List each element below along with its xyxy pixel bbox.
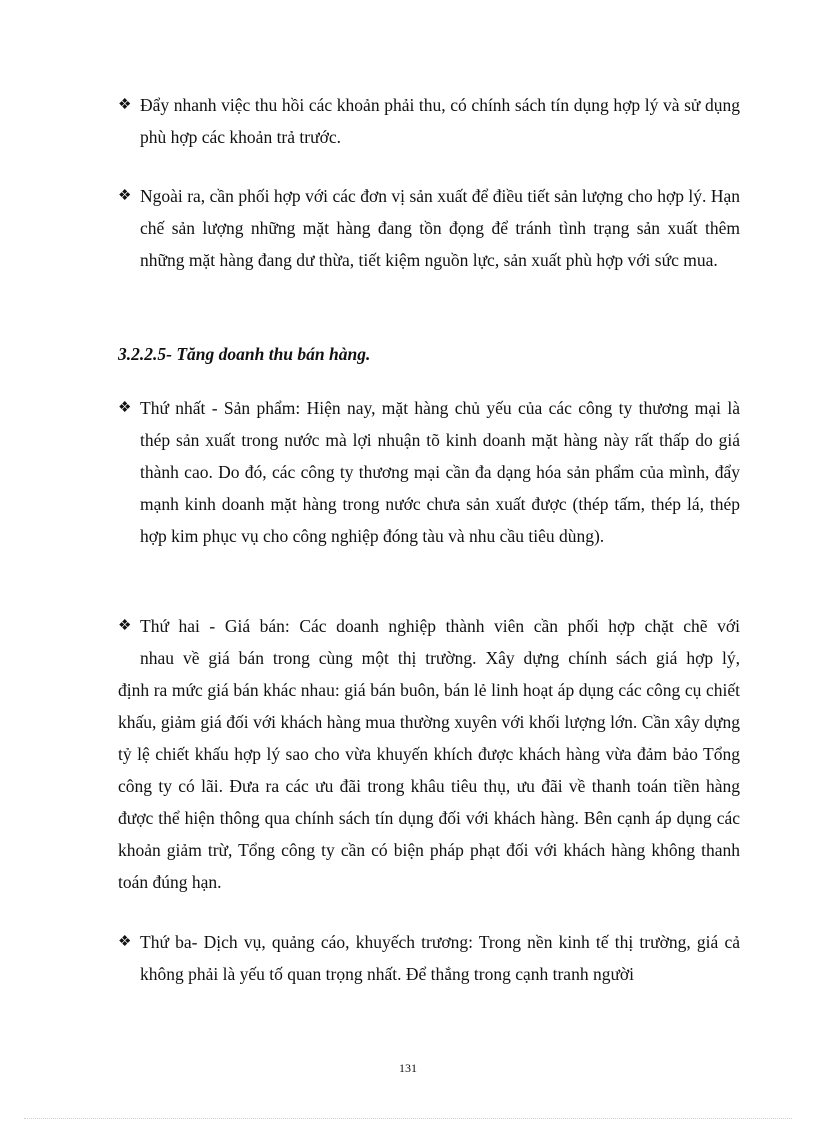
- paragraph-text: định ra mức giá bán khác nhau: giá bán buôn, bán lẻ linh hoạt áp dụng các công cụ chiết khấu, giảm giá đối với khách hàng mua thường xuyên với khối lượng lớn. Cần xây dựng tỷ lệ chiết khấu hợp lý sao cho vừa khuyến khích được khách hàng vừa đảm bảo Tổng công ty có lãi. Đưa ra các ưu đãi trong khâu tiêu thụ, ưu đãi về thanh toán tiền hàng được thể hiện thông qua chính sách tín dụng đối với khách hàng. Bên cạnh áp dụng các khoản giảm trừ, Tổng công ty cần có biện pháp phạt đối với khách hàng không thanh toán đúng hạn.: [118, 680, 740, 892]
- paragraph-text: Thứ ba- Dịch vụ, quảng cáo, khuyếch trương: Trong nền kinh tế thị trường, giá cả không phải là yếu tố quan trọng nhất. Để thắng trong cạnh tranh người: [140, 932, 740, 984]
- diamond-bullet-icon: ❖: [118, 618, 132, 634]
- section-heading: 3.2.2.5- Tăng doanh thu bán hàng.: [118, 344, 371, 364]
- bullet-paragraph-2: [118, 180, 740, 276]
- page-number: 131: [399, 1061, 417, 1075]
- paragraph-text: Thứ nhất - Sản phẩm: Hiện nay, mặt hàng chủ yếu của các công ty thương mại là thép sản xuất trong nước mà lợi nhuận tõ kinh doanh mặt hàng này rất thấp do giá thành cao. Do đó, các công ty thương mại cần đa dạng hóa sản phẩm của mình, đẩy mạnh kinh doanh mặt hàng trong nước chưa sản xuất được (thép tấm, thép lá, thép hợp kim phục vụ cho công nghiệp đóng tàu và nhu cầu tiêu dùng).: [140, 398, 740, 546]
- paragraph-text: Ngoài ra, cần phối hợp với các đơn vị sản xuất để điều tiết sản lượng cho hợp lý. Hạn chế sản lượng những mặt hàng đang tồn đọng để tránh tình trạng sản xuất thêm những mặt hàng đang dư thừa, tiết kiệm nguồn lực, sản xuất phù hợp với sức mua.: [140, 186, 740, 270]
- bullet-paragraph-1: [118, 89, 740, 153]
- bullet-paragraph-3: [118, 392, 740, 552]
- bullet-paragraph-4: [118, 610, 740, 898]
- paragraph-text: Đẩy nhanh việc thu hồi các khoản phải thu, có chính sách tín dụng hợp lý và sử dụng phù hợp các khoản trả trước.: [140, 95, 740, 147]
- paragraph-line-1: Thứ hai - Giá bán: Các doanh nghiệp thành viên cần phối hợp chặt chẽ với: [140, 616, 740, 636]
- diamond-bullet-icon: ❖: [118, 400, 132, 416]
- bullet-paragraph-5: [118, 926, 740, 990]
- paragraph-line-2: nhau về giá bán trong cùng một thị trường. Xây dựng chính sách giá hợp lý,: [140, 648, 740, 668]
- diamond-bullet-icon: ❖: [118, 188, 132, 204]
- diamond-bullet-icon: ❖: [118, 97, 132, 113]
- page-edge-divider: [24, 1118, 792, 1119]
- diamond-bullet-icon: ❖: [118, 934, 132, 950]
